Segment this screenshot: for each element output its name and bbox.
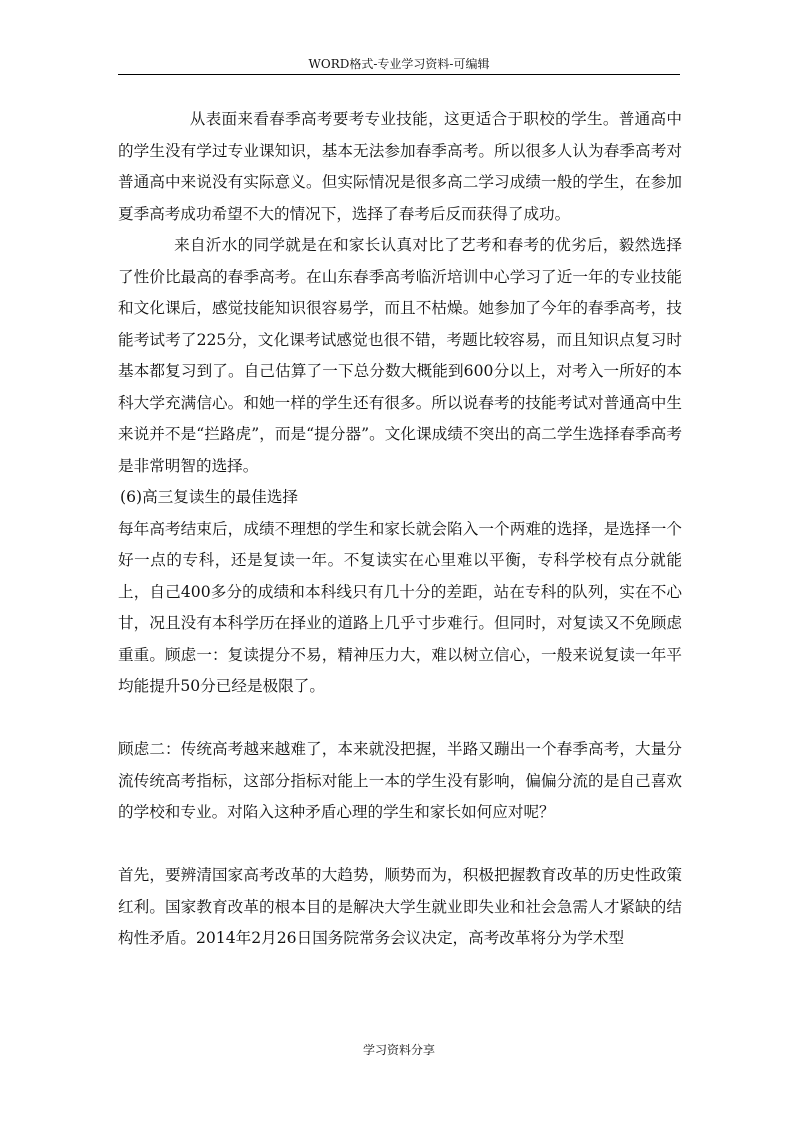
- page-footer: 学习资料分享: [362, 1043, 435, 1057]
- header-divider: [118, 74, 680, 75]
- paragraph-yishui-student: 来自沂水的同学就是在和家长认真对比了艺考和春考的优劣后，毅然选择了性价比最高的春季高考。在山东春季高考临沂培训中心学习了近一年的专业技能和文化课后，感觉技能知识很容易学，而且不枯燥。她参加了今年的春季高考，技能考试考了225分，文化课考试感觉也很不错，考题比较容易，而且知识点复习时基本都复习到了。自己估算了一下总分数大概能到600分以上，对考入一所好的本科大学充满信心。和她一样的学生还有很多。所以说春考的技能考试对普通高中生来说并不是“拦路虎”，而是“提分器”。文化课成绩不突出的高二学生选择春季高考是非常明智的选择。: [118, 236, 682, 475]
- paragraph-reform-trend: 首先，要辨清国家高考改革的大趋势，顺势而为，积极把握教育改革的历史性政策红利。国家教育改革的根本目的是解决大学生就业即失业和社会急需人才紧缺的结构性矛盾。2014年2月26日国务院常务会议决定，高考改革将分为学术型: [118, 866, 682, 947]
- paragraph-repeat-dilemma: 每年高考结束后，成绩不理想的学生和家长就会陷入一个两难的选择，是选择一个好一点的专科，还是复读一年。不复读实在心里难以平衡，专科学校有点分就能上，自己400多分的成绩和本科线只有几十分的差距，站在专科的队列，实在不心甘，况且没有本科学历在择业的道路上几乎寸步难行。但同时，对复读又不免顾虑重重。顾虑一：复读提分不易，精神压力大，难以树立信心，一般来说复读一年平均能提升50分已经是极限了。: [118, 519, 682, 695]
- page-header: WORD格式-专业学习资料-可编辑: [308, 57, 490, 71]
- document-body: [118, 104, 682, 955]
- paragraph-spring-exam-skills: 从表面来看春季高考要考专业技能，这更适合于职校的学生。普通高中的学生没有学过专业课知识，基本无法参加春季高考。所以很多人认为春季高考对普通高中来说没有实际意义。但实际情况是很多高二学习成绩一般的学生，在参加夏季高考成功希望不大的情况下，选择了春考后反而获得了成功。: [118, 110, 682, 223]
- paragraph-concern-two: 顾虑二：传统高考越来越难了，本来就没把握，半路又蹦出一个春季高考，大量分流传统高考指标，这部分指标对能上一本的学生没有影响，偏偏分流的是自己喜欢的学校和专业。对陷入这种矛盾心理的学生和家长如何应对呢？: [118, 740, 682, 821]
- blank-line: [118, 703, 682, 735]
- blank-line: [118, 829, 682, 861]
- section-heading-repeat-students: (6)高三复读生的最佳选择: [120, 488, 299, 506]
